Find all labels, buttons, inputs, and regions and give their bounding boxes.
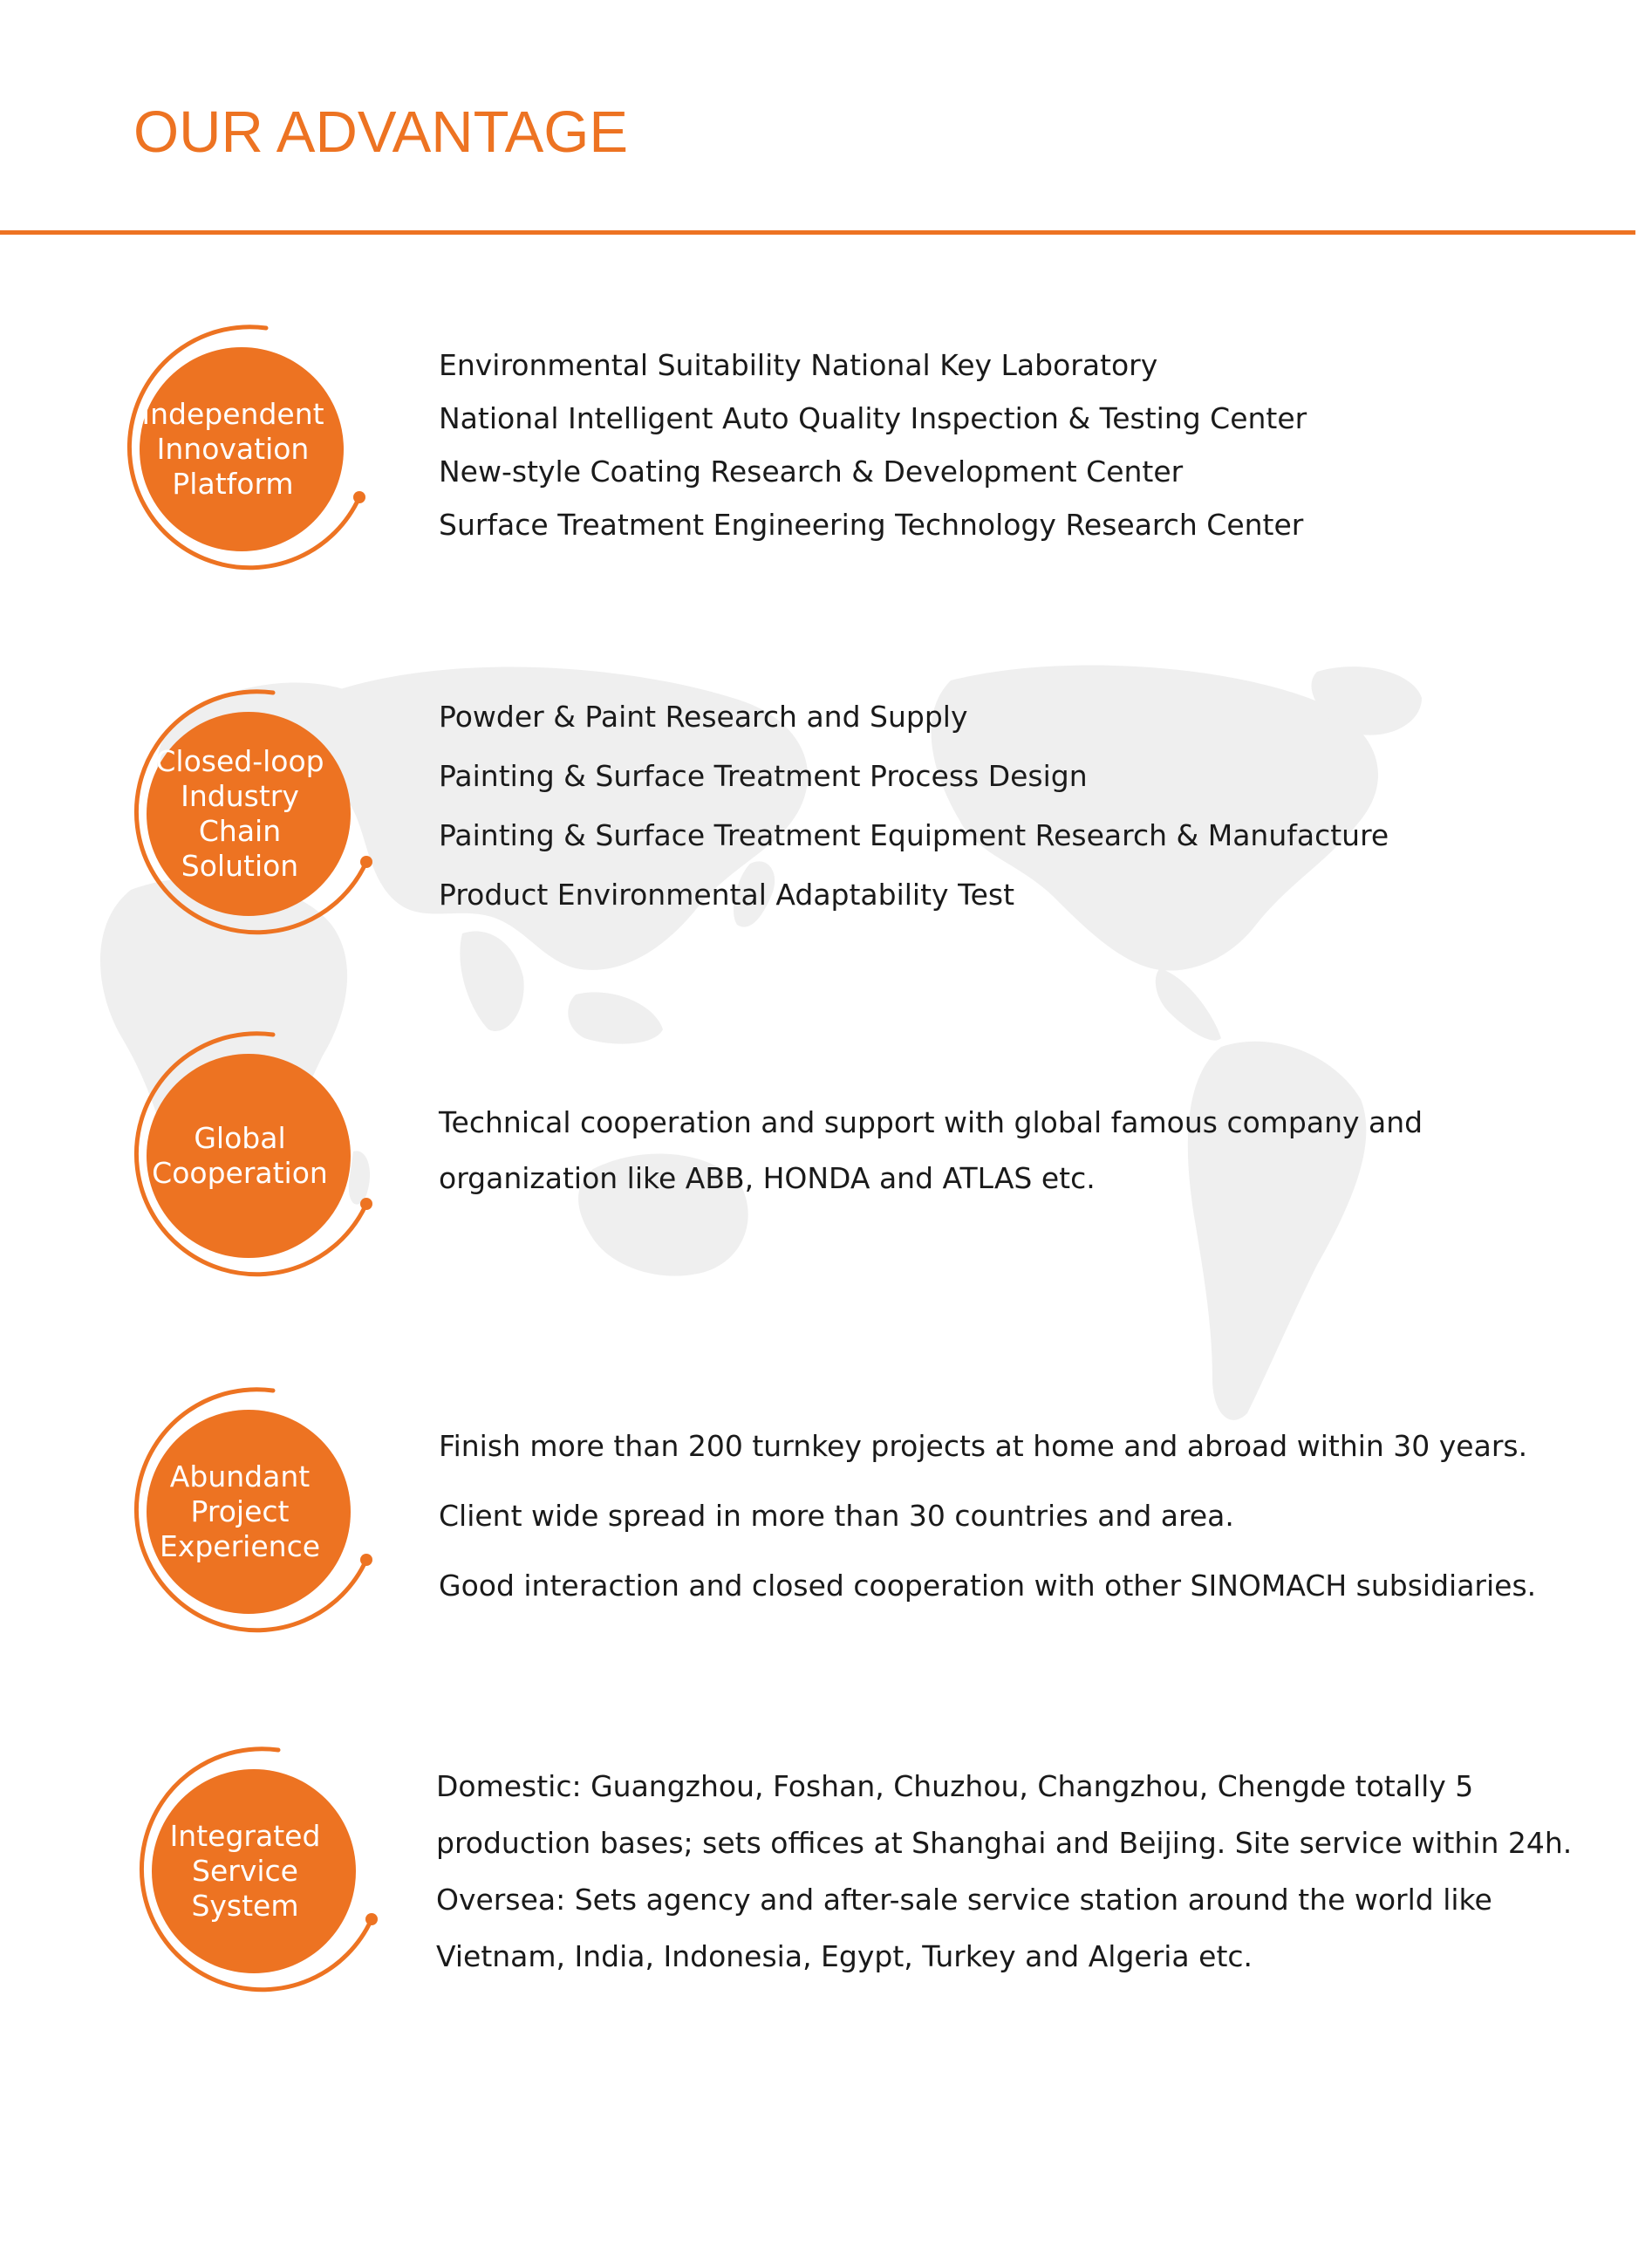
badge-label: Global Cooperation (152, 1121, 328, 1190)
advantage-list (439, 338, 1307, 551)
advantage-list (439, 1095, 1423, 1206)
list-item: Surface Treatment Engineering Technology Research Center (439, 508, 1304, 542)
badge-label: Independent Innovation Platform (141, 397, 324, 501)
list-item: National Intelligent Auto Quality Inspection & Testing Center (439, 401, 1307, 435)
list-item: Vietnam, India, Indonesia, Egypt, Turkey and Algeria etc. (436, 1939, 1253, 1973)
list-item: organization like ABB, HONDA and ATLAS etc. (439, 1161, 1096, 1195)
list-item: Product Environmental Adaptability Test (439, 878, 1015, 912)
section-badge (120, 1021, 382, 1282)
advantage-list (436, 1758, 1572, 1985)
badge-label: Integrated Service System (169, 1819, 321, 1923)
page-title: OUR ADVANTAGE (133, 99, 629, 165)
list-item: Oversea: Sets agency and after-sale service station around the world like (436, 1883, 1492, 1917)
list-item: New-style Coating Research & Development Center (439, 455, 1184, 489)
title-divider (0, 230, 1635, 235)
list-item: production bases; sets offices at Shanghai and Beijing. Site service within 24h. (436, 1826, 1573, 1860)
list-item: Powder & Paint Research and Supply (439, 700, 968, 734)
list-item: Painting & Surface Treatment Equipment Research & Manufacture (439, 818, 1389, 852)
badge-label: Closed-loop Industry Chain Solution (155, 744, 324, 883)
list-item: Environmental Suitability National Key Laboratory (439, 348, 1158, 382)
section-badge (113, 314, 375, 576)
list-item: Domestic: Guangzhou, Foshan, Chuzhou, Changzhou, Chengde totally 5 (436, 1769, 1474, 1803)
list-item: Client wide spread in more than 30 countries and area. (439, 1499, 1234, 1533)
advantage-list (439, 1412, 1536, 1621)
section-badge (120, 679, 382, 940)
section-badge (126, 1736, 387, 1998)
list-item: Painting & Surface Treatment Process Design (439, 759, 1088, 793)
list-item: Good interaction and closed cooperation with other SINOMACH subsidiaries. (439, 1569, 1537, 1603)
badge-label: Abundant Project Experience (159, 1459, 321, 1563)
section-badge (120, 1377, 382, 1638)
list-item: Technical cooperation and support with global famous company and (439, 1105, 1423, 1139)
advantage-list (439, 687, 1389, 925)
list-item: Finish more than 200 turnkey projects at home and abroad within 30 years. (439, 1429, 1528, 1463)
